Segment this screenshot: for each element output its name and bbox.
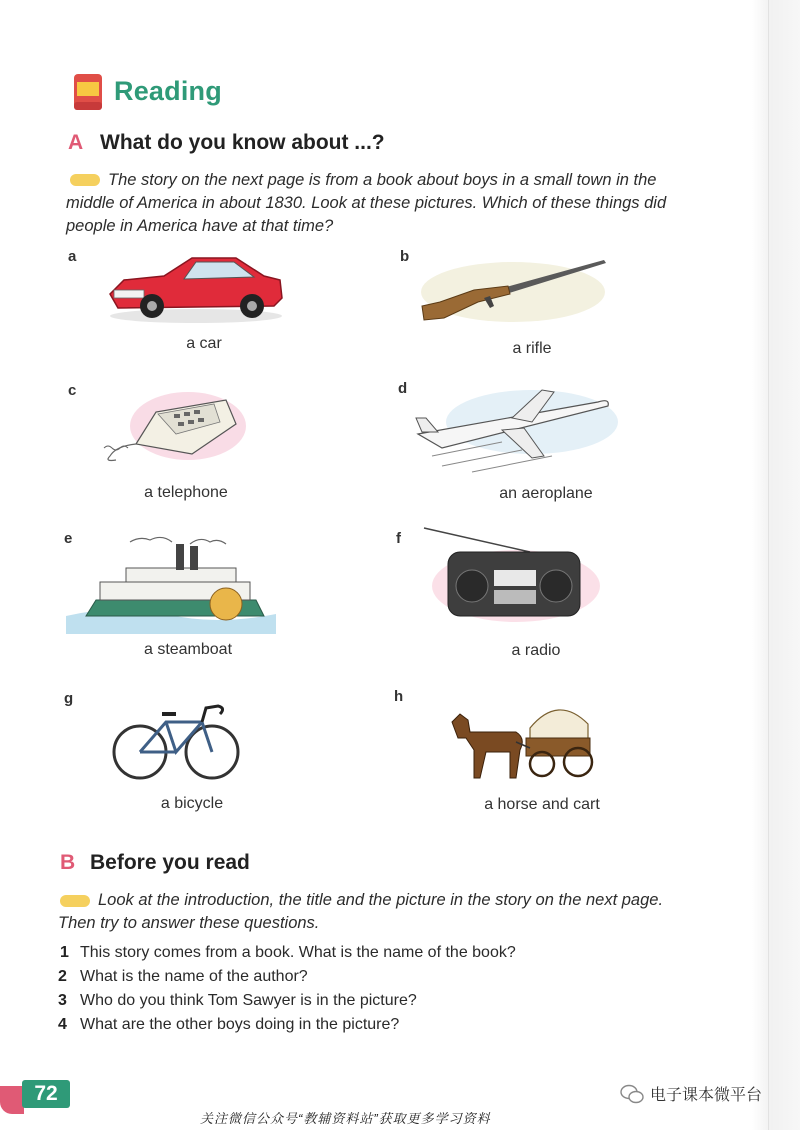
caption-g: a bicycle (160, 795, 224, 812)
watermark (620, 1082, 762, 1105)
caption-f: a radio (511, 642, 561, 659)
question-number-4: 4 (58, 1016, 67, 1033)
question-text-4: What are the other boys doing in the picture? (80, 1016, 400, 1033)
instruction-marker-a (70, 174, 100, 186)
rifle-icon (418, 252, 608, 328)
section-b-instruction-line1: Look at the introduction, the title and the picture in the story on the next page. (98, 891, 664, 909)
watermark-text: 电子课本微平台 (650, 1087, 763, 1104)
steamboat-icon (66, 534, 276, 634)
item-letter-e: e (64, 530, 73, 547)
page-title: Reading (114, 76, 222, 106)
question-text-3: Who do you think Tom Sawyer is in the picture? (80, 992, 417, 1009)
wechat-icon (620, 1084, 644, 1104)
car-icon (104, 250, 288, 326)
section-a-instruction-line2: middle of America in about 1830. Look at these pictures. Which of these things did (66, 194, 667, 212)
aeroplane-icon (412, 382, 622, 476)
item-letter-f: f (396, 530, 401, 547)
section-b-letter: B (60, 851, 76, 874)
section-b-title: Before you read (90, 851, 250, 874)
section-a-instruction-line1: The story on the next page is from a book about boys in a small town in the (108, 171, 657, 189)
caption-c: a telephone (144, 484, 228, 501)
item-letter-h: h (394, 688, 404, 705)
caption-e: a steamboat (143, 641, 233, 658)
item-letter-a: a (68, 248, 77, 265)
reading-book-icon (72, 72, 104, 112)
instruction-marker-b (60, 895, 90, 907)
page-number-tab (0, 1086, 24, 1114)
item-letter-d: d (398, 380, 408, 397)
page-fold-line (768, 0, 769, 1130)
item-letter-c: c (68, 382, 77, 399)
question-number-3: 3 (58, 992, 67, 1009)
horse-cart-icon (446, 698, 596, 786)
item-letter-g: g (64, 690, 74, 707)
section-b-instruction-line2: Then try to answer these questions. (58, 914, 320, 932)
section-a-instruction-line3: people in America have at that time? (66, 217, 334, 235)
caption-b: a rifle (512, 340, 552, 357)
page-edge-shadow (752, 0, 800, 1130)
question-text-2: What is the name of the author? (80, 968, 308, 985)
caption-d: an aeroplane (499, 485, 593, 502)
section-a-title: What do you know about ...? (100, 131, 385, 154)
footer-note: 关注微信公众号“教辅资料站”获取更多学习资料 (200, 1111, 491, 1126)
question-text-1: This story comes from a book. What is the name of the book? (80, 944, 516, 961)
telephone-icon (96, 384, 246, 464)
caption-h: a horse and cart (484, 796, 600, 813)
section-a-letter: A (68, 131, 84, 154)
radio-icon (420, 524, 600, 624)
question-number-2: 2 (58, 968, 67, 985)
bicycle-icon (110, 698, 242, 784)
page-number: 72 (22, 1080, 70, 1108)
question-number-1: 1 (60, 944, 69, 961)
caption-a: a car (186, 335, 222, 352)
item-letter-b: b (400, 248, 410, 265)
